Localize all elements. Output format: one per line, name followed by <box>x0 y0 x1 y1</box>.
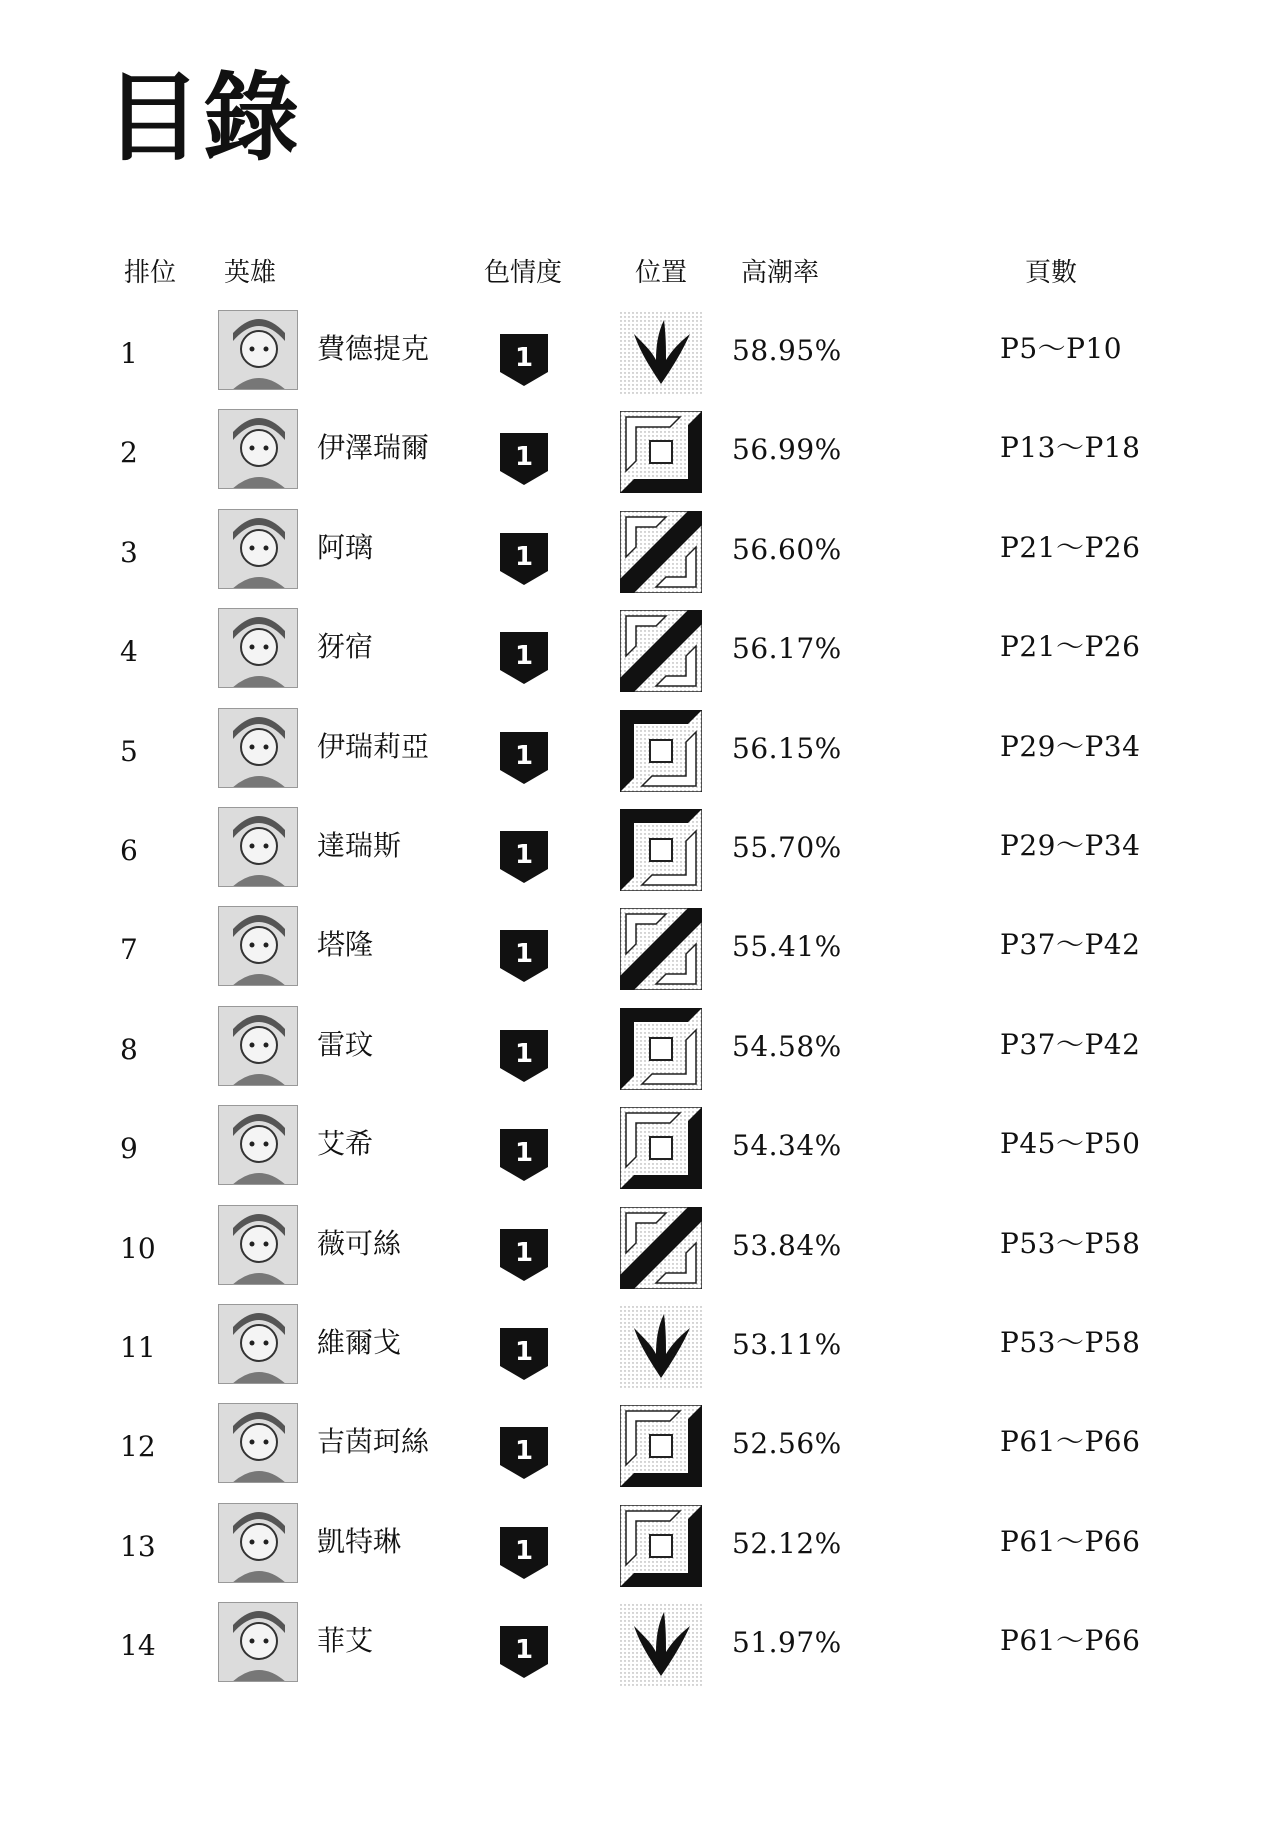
page-range: P37～P42 <box>1000 928 1141 962</box>
header-rank: 排位 <box>124 258 177 288</box>
table-row-4[interactable] <box>0 608 1280 707</box>
climax-rate: 56.99% <box>732 433 842 467</box>
hero-name: 費德提克 <box>317 332 430 365</box>
climax-rate: 53.84% <box>732 1228 842 1262</box>
page-range: P5～P10 <box>1000 332 1123 365</box>
rank-number: 2 <box>120 436 138 470</box>
svg-text:1: 1 <box>514 1436 534 1467</box>
table-row-1[interactable] <box>0 310 1280 409</box>
avatar <box>218 1105 298 1185</box>
lewdness-badge-icon <box>498 928 550 984</box>
svg-text:1: 1 <box>514 541 534 572</box>
rank-number: 6 <box>120 833 138 867</box>
hero-name: 塔隆 <box>317 928 374 962</box>
rank-number: 4 <box>120 635 138 669</box>
climax-rate: 53.11% <box>732 1327 842 1361</box>
lewdness-badge-icon <box>498 829 550 885</box>
hero-name: 雷玟 <box>317 1027 374 1061</box>
svg-text:1: 1 <box>514 641 534 672</box>
table-row-14[interactable] <box>0 1602 1280 1701</box>
mid-lane-icon <box>620 511 702 593</box>
avatar <box>218 409 298 489</box>
avatar <box>218 310 298 390</box>
page-range: P61～P66 <box>1000 1524 1141 1558</box>
avatar <box>218 509 298 589</box>
climax-rate: 54.34% <box>732 1129 842 1163</box>
lewdness-badge-icon <box>498 730 550 786</box>
climax-rate: 52.12% <box>732 1526 842 1560</box>
bottom-lane-icon <box>620 1405 702 1487</box>
rank-number: 8 <box>120 1032 138 1066</box>
page-range: P53～P58 <box>1000 1325 1141 1359</box>
svg-text:1: 1 <box>514 1237 534 1268</box>
hero-name: 維爾戈 <box>317 1325 402 1359</box>
jungle-icon <box>620 1306 702 1388</box>
mid-lane-icon <box>620 908 702 990</box>
svg-text:1: 1 <box>514 1535 534 1566</box>
avatar <box>218 708 298 788</box>
svg-text:1: 1 <box>514 740 534 771</box>
table-row-9[interactable] <box>0 1105 1280 1204</box>
lewdness-badge-icon <box>498 630 550 686</box>
lewdness-badge-icon <box>498 431 550 487</box>
lewdness-badge-icon <box>498 1227 550 1283</box>
page-range: P29～P34 <box>1000 729 1141 763</box>
hero-name: 犽宿 <box>317 630 374 664</box>
page-range: P29～P34 <box>1000 828 1141 862</box>
page-range: P21～P26 <box>1000 630 1141 664</box>
avatar <box>218 1304 298 1384</box>
hero-name: 薇可絲 <box>317 1226 402 1260</box>
lewdness-badge-icon <box>498 1326 550 1382</box>
rank-number: 14 <box>120 1629 156 1663</box>
climax-rate: 58.95% <box>732 334 842 367</box>
bottom-lane-icon <box>620 1505 702 1587</box>
svg-text:1: 1 <box>514 442 534 473</box>
table-row-6[interactable] <box>0 807 1280 906</box>
top-lane-icon <box>620 1008 702 1090</box>
rank-number: 5 <box>120 734 138 768</box>
page-range: P61～P66 <box>1000 1425 1141 1459</box>
table-row-12[interactable] <box>0 1403 1280 1502</box>
hero-name: 阿璃 <box>317 530 374 564</box>
table-row-13[interactable] <box>0 1503 1280 1602</box>
hero-name: 伊澤瑞爾 <box>317 431 430 465</box>
rank-number: 7 <box>120 933 138 967</box>
header-climax-rate: 高潮率 <box>741 258 820 288</box>
avatar <box>218 906 298 986</box>
table-row-2[interactable] <box>0 409 1280 508</box>
lewdness-badge-icon <box>498 1425 550 1481</box>
rank-number: 9 <box>120 1132 138 1166</box>
bottom-lane-icon <box>620 411 702 493</box>
avatar <box>218 1602 298 1682</box>
table-row-11[interactable] <box>0 1304 1280 1403</box>
page-range: P45～P50 <box>1000 1127 1141 1161</box>
hero-name: 吉茵珂絲 <box>317 1425 430 1459</box>
avatar <box>218 1205 298 1285</box>
avatar <box>218 807 298 887</box>
header-position: 位置 <box>635 258 688 288</box>
table-row-7[interactable] <box>0 906 1280 1005</box>
table-row-5[interactable] <box>0 708 1280 807</box>
rank-number: 10 <box>120 1231 156 1265</box>
avatar <box>218 608 298 688</box>
page-range: P61～P66 <box>1000 1624 1141 1658</box>
table-header <box>0 252 1280 292</box>
hero-name: 凱特琳 <box>317 1524 402 1558</box>
climax-rate: 56.15% <box>732 731 842 765</box>
climax-rate: 56.60% <box>732 532 842 566</box>
climax-rate: 54.58% <box>732 1029 842 1063</box>
lewdness-badge-icon <box>498 531 550 587</box>
bottom-lane-icon <box>620 1107 702 1189</box>
lewdness-badge-icon <box>498 332 550 388</box>
top-lane-icon <box>620 710 702 792</box>
climax-rate: 51.97% <box>732 1626 842 1660</box>
page-range: P53～P58 <box>1000 1226 1141 1260</box>
lewdness-badge-icon <box>498 1028 550 1084</box>
table-row-10[interactable] <box>0 1205 1280 1304</box>
top-lane-icon <box>620 809 702 891</box>
rank-number: 13 <box>120 1529 156 1563</box>
header-hero: 英雄 <box>224 258 277 288</box>
jungle-icon <box>620 1604 702 1686</box>
hero-name: 菲艾 <box>317 1624 374 1658</box>
page-range: P37～P42 <box>1000 1027 1141 1061</box>
lewdness-badge-icon <box>498 1525 550 1581</box>
table-body <box>0 310 1280 1701</box>
svg-text:1: 1 <box>514 1635 534 1666</box>
svg-text:1: 1 <box>514 1138 534 1169</box>
hero-name: 艾希 <box>317 1127 374 1161</box>
table-row-3[interactable] <box>0 509 1280 608</box>
page-title: 目錄 <box>105 61 301 174</box>
svg-text:1: 1 <box>514 1038 534 1069</box>
svg-text:1: 1 <box>514 939 534 970</box>
climax-rate: 56.17% <box>732 632 842 666</box>
rank-number: 11 <box>120 1330 156 1364</box>
mid-lane-icon <box>620 610 702 692</box>
avatar <box>218 1503 298 1583</box>
hero-name: 達瑞斯 <box>317 828 402 862</box>
avatar <box>218 1006 298 1086</box>
page-range: P13～P18 <box>1000 431 1141 465</box>
jungle-icon <box>620 312 702 394</box>
rank-number: 12 <box>120 1430 156 1464</box>
header-lewdness: 色情度 <box>484 258 563 288</box>
svg-text:1: 1 <box>514 1336 534 1367</box>
rank-number: 1 <box>120 337 138 370</box>
rank-number: 3 <box>120 535 138 569</box>
hero-name: 伊瑞莉亞 <box>317 729 430 763</box>
svg-text:1: 1 <box>514 343 534 373</box>
avatar <box>218 1403 298 1483</box>
climax-rate: 55.70% <box>732 830 842 864</box>
climax-rate: 52.56% <box>732 1427 842 1461</box>
mid-lane-icon <box>620 1207 702 1289</box>
table-row-8[interactable] <box>0 1006 1280 1105</box>
svg-text:1: 1 <box>514 839 534 870</box>
header-pages: 頁數 <box>1025 258 1078 288</box>
page-range: P21～P26 <box>1000 530 1141 564</box>
lewdness-badge-icon <box>498 1624 550 1680</box>
lewdness-badge-icon <box>498 1127 550 1183</box>
climax-rate: 55.41% <box>732 930 842 964</box>
